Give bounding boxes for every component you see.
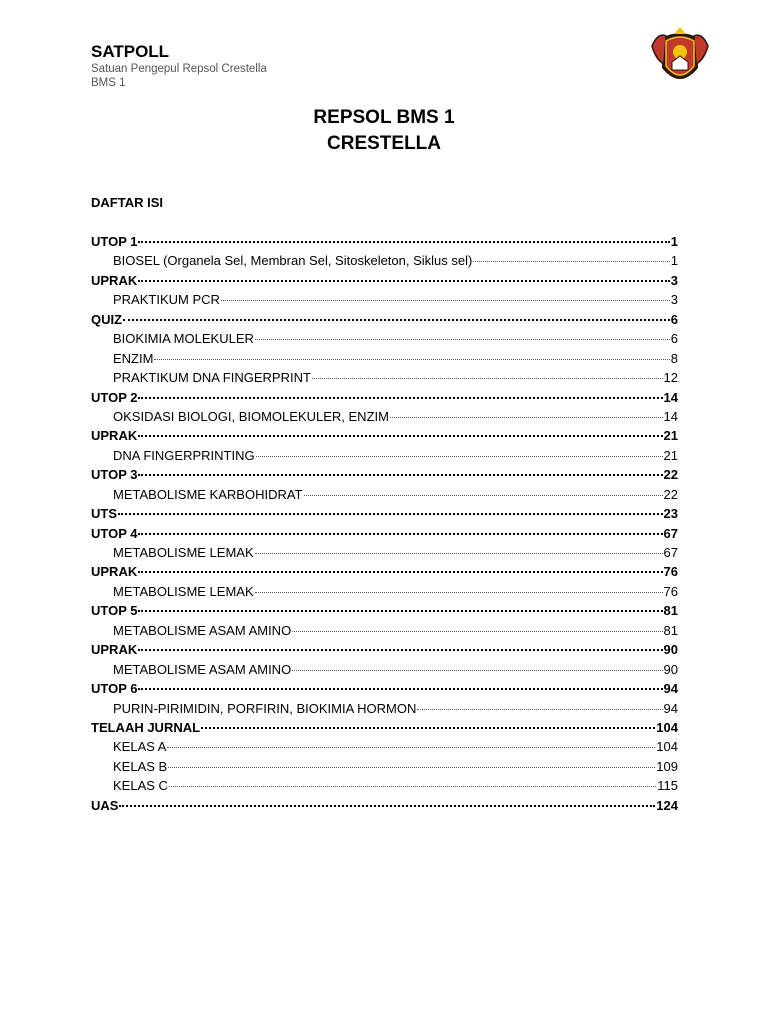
toc-entry-label: UPRAK: [91, 642, 138, 658]
toc-entry-page: 109: [656, 758, 678, 774]
toc-entry-label: DNA FINGERPRINTING: [113, 447, 255, 463]
toc-dot-leader: [118, 513, 663, 515]
toc-entry-label: KELAS C: [113, 778, 168, 794]
title-line-1: REPSOL BMS 1: [313, 107, 455, 128]
toc-section-entry[interactable]: [91, 312, 678, 331]
toc-entry-label: UPRAK: [91, 272, 138, 288]
toc-subsection-entry[interactable]: [91, 778, 678, 797]
toc-dot-leader: [138, 571, 662, 573]
toc-entry-label: UTOP 6: [91, 681, 138, 697]
toc-dot-leader: [138, 649, 662, 651]
toc-dot-leader: [167, 747, 655, 748]
toc-section-entry[interactable]: [91, 798, 678, 817]
toc-dot-leader: [292, 670, 662, 671]
toc-section-entry[interactable]: [91, 720, 678, 739]
toc-section-entry[interactable]: [91, 273, 678, 292]
toc-entry-page: 90: [663, 642, 678, 658]
toc-entry-page: 6: [670, 331, 678, 347]
toc-entry-page: 14: [663, 408, 678, 424]
toc-entry-label: UPRAK: [91, 428, 138, 444]
toc-entry-page: 90: [663, 661, 678, 677]
org-name: SATPOLL: [91, 42, 170, 61]
toc-dot-leader: [123, 319, 670, 321]
org-class: BMS 1: [91, 77, 126, 89]
toc-section-entry[interactable]: [91, 234, 678, 253]
toc-subsection-entry[interactable]: [91, 545, 678, 564]
toc-entry-label: UTOP 5: [91, 603, 138, 619]
toc-entry-page: 94: [663, 700, 678, 716]
toc-dot-leader: [473, 261, 669, 262]
toc-section-entry[interactable]: [91, 526, 678, 545]
toc-dot-leader: [304, 495, 663, 496]
toc-entry-label: METABOLISME LEMAK: [113, 583, 254, 599]
toc-entry-page: 23: [663, 506, 678, 522]
toc-entry-label: KELAS B: [113, 758, 168, 774]
toc-entry-page: 1: [670, 253, 678, 269]
toc-dot-leader: [292, 631, 662, 632]
toc-entry-page: 94: [663, 681, 678, 697]
toc-entry-label: UTS: [91, 506, 117, 522]
toc-section-entry[interactable]: [91, 681, 678, 700]
toc-subsection-entry[interactable]: [91, 253, 678, 272]
document-header: [91, 42, 267, 90]
toc-dot-leader: [138, 610, 662, 612]
toc-entry-page: 12: [663, 370, 678, 386]
toc-dot-leader: [221, 300, 670, 301]
toc-section-entry[interactable]: [91, 506, 678, 525]
toc-entry-page: 21: [663, 428, 678, 444]
toc-entry-label: PURIN-PIRIMIDIN, PORFIRIN, BIOKIMIA HORMON: [113, 700, 417, 716]
toc-subsection-entry[interactable]: [91, 331, 678, 350]
toc-entry-page: 6: [670, 311, 678, 327]
toc-entry-label: METABOLISME LEMAK: [113, 545, 254, 560]
toc-entry-label: BIOKIMIA MOLEKULER: [113, 331, 254, 347]
toc-entry-page: 67: [663, 545, 678, 560]
toc-entry-page: 104: [656, 739, 678, 755]
toc-entry-page: 67: [663, 525, 678, 541]
toc-dot-leader: [255, 553, 663, 554]
toc-entry-label: UTOP 2: [91, 389, 138, 405]
toc-entry-page: 104: [656, 719, 678, 735]
toc-subsection-entry[interactable]: [91, 623, 678, 642]
document-title: [0, 105, 768, 157]
toc-entry-page: 3: [670, 292, 678, 308]
toc-entry-label: METABOLISME ASAM AMINO: [113, 622, 292, 638]
toc-entry-label: UTOP 3: [91, 467, 138, 483]
toc-section-entry[interactable]: [91, 390, 678, 409]
toc-entry-label: OKSIDASI BIOLOGI, BIOMOLEKULER, ENZIM: [113, 408, 389, 424]
toc-entry-label: QUIZ: [91, 311, 123, 327]
table-of-contents: [91, 234, 678, 817]
toc-subsection-entry[interactable]: [91, 351, 678, 370]
toc-entry-label: ENZIM: [113, 350, 154, 366]
toc-subsection-entry[interactable]: [91, 409, 678, 428]
toc-dot-leader: [154, 359, 669, 360]
org-full-name: Satuan Pengepul Repsol Crestella: [91, 63, 267, 75]
toc-dot-leader: [138, 397, 662, 399]
toc-dot-leader: [169, 786, 656, 787]
toc-dot-leader: [390, 417, 663, 418]
toc-dot-leader: [417, 709, 662, 710]
toc-entry-label: UPRAK: [91, 564, 138, 580]
toc-section-entry[interactable]: [91, 467, 678, 486]
toc-entry-label: METABOLISME KARBOHIDRAT: [113, 486, 303, 502]
toc-section-entry[interactable]: [91, 642, 678, 661]
toc-section-entry[interactable]: [91, 564, 678, 583]
toc-entry-label: UAS: [91, 797, 119, 813]
toc-dot-leader: [138, 474, 662, 476]
toc-entry-page: 76: [663, 564, 678, 580]
toc-dot-leader: [168, 767, 655, 768]
toc-entry-page: 81: [663, 603, 678, 619]
title-line-2: CRESTELLA: [327, 133, 441, 154]
toc-dot-leader: [255, 339, 670, 340]
toc-entry-label: METABOLISME ASAM AMINO: [113, 661, 292, 677]
toc-entry-label: PRAKTIKUM DNA FINGERPRINT: [113, 370, 311, 386]
toc-subsection-entry[interactable]: [91, 487, 678, 506]
toc-entry-page: 22: [663, 467, 678, 483]
toc-entry-page: 76: [663, 583, 678, 599]
toc-entry-label: PRAKTIKUM PCR: [113, 292, 220, 308]
toc-entry-page: 3: [670, 272, 678, 288]
toc-subsection-entry[interactable]: [91, 292, 678, 311]
toc-dot-leader: [312, 378, 663, 379]
toc-entry-label: UTOP 1: [91, 234, 138, 249]
toc-section-entry[interactable]: [91, 428, 678, 447]
toc-dot-leader: [138, 533, 662, 535]
toc-subsection-entry[interactable]: [91, 739, 678, 758]
toc-entry-label: BIOSEL (Organela Sel, Membran Sel, Sitoskeleton, Siklus sel): [113, 253, 473, 269]
toc-entry-page: 81: [663, 622, 678, 638]
toc-dot-leader: [138, 280, 670, 282]
toc-subsection-entry[interactable]: [91, 759, 678, 778]
toc-heading: DAFTAR ISI: [91, 195, 163, 210]
toc-section-entry[interactable]: [91, 603, 678, 622]
toc-entry-label: UTOP 4: [91, 525, 138, 541]
toc-subsection-entry[interactable]: [91, 662, 678, 681]
toc-dot-leader: [119, 805, 655, 807]
toc-entry-page: 21: [663, 447, 678, 463]
toc-entry-label: KELAS A: [113, 739, 167, 755]
toc-dot-leader: [138, 688, 662, 690]
toc-subsection-entry[interactable]: [91, 701, 678, 720]
toc-dot-leader: [256, 456, 663, 457]
toc-entry-label: TELAAH JURNAL: [91, 719, 201, 735]
toc-subsection-entry[interactable]: [91, 370, 678, 389]
toc-entry-page: 1: [670, 234, 678, 249]
toc-entry-page: 8: [670, 350, 678, 366]
toc-subsection-entry[interactable]: [91, 584, 678, 603]
toc-entry-page: 115: [657, 778, 678, 794]
toc-entry-page: 124: [656, 797, 678, 813]
toc-dot-leader: [255, 592, 663, 593]
toc-entry-page: 14: [663, 389, 678, 405]
toc-dot-leader: [138, 435, 662, 437]
crest-emblem-icon: [648, 24, 712, 96]
toc-dot-leader: [201, 727, 655, 729]
toc-subsection-entry[interactable]: [91, 448, 678, 467]
toc-entry-page: 22: [663, 486, 678, 502]
toc-dot-leader: [138, 241, 669, 243]
